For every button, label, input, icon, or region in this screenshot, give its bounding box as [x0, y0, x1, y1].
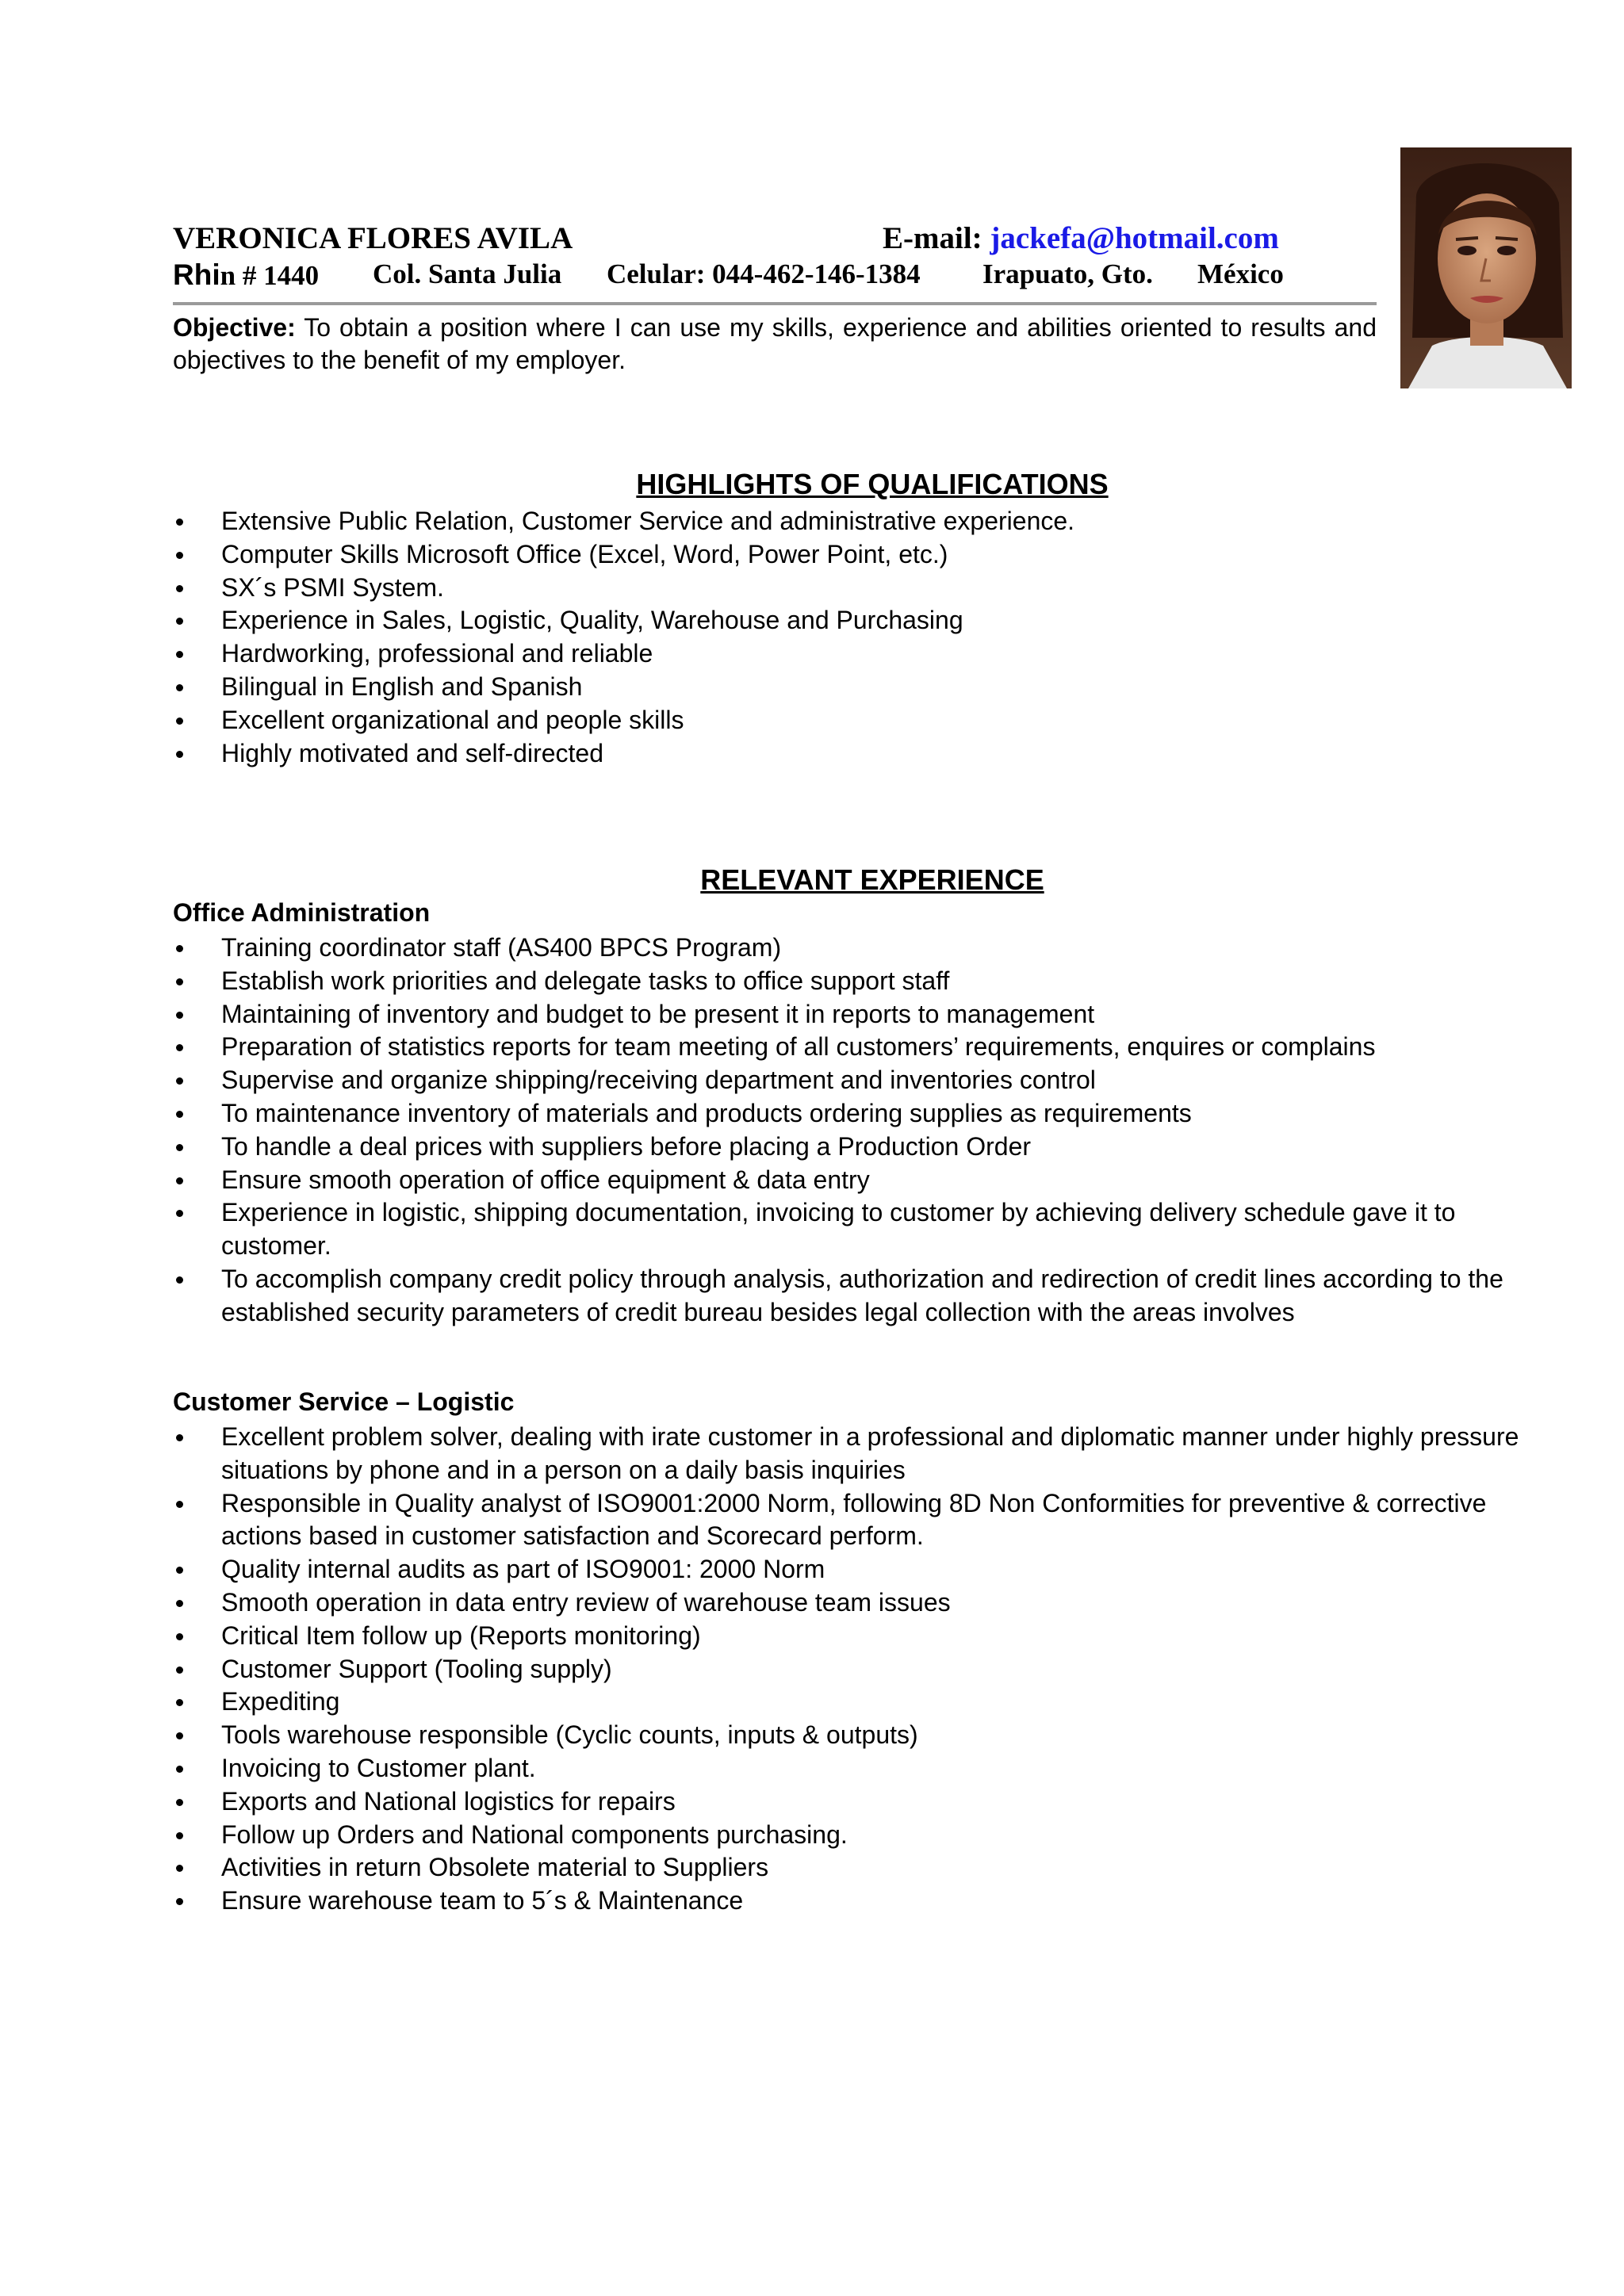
header-address-line — [173, 258, 1378, 298]
list-item: Smooth operation in data entry review of warehouse team issues — [173, 1586, 1568, 1620]
list-item: To accomplish company credit policy through analysis, authorization and redirection of credit lines according to the established security parameters of credit bureau besides legal collection with the areas involves — [173, 1263, 1568, 1330]
country: México — [1197, 258, 1284, 289]
objective-text: To obtain a position where I can use my skills, experience and abilities oriented to results and objectives to the benefit of my employer. — [173, 313, 1377, 374]
list-item: SX´s PSMI System. — [173, 572, 1568, 605]
header-name-line — [173, 220, 1378, 260]
email-label: E-mail: — [883, 221, 982, 255]
list-item: Extensive Public Relation, Customer Service and administrative experience. — [173, 505, 1568, 538]
list-item: Ensure smooth operation of office equipment & data entry — [173, 1164, 1568, 1197]
street-prefix: Rhi — [173, 258, 220, 291]
list-item: Follow up Orders and National components purchasing. — [173, 1819, 1568, 1852]
list-item: Quality internal audits as part of ISO9001: 2000 Norm — [173, 1553, 1568, 1586]
list-item: Bilingual in English and Spanish — [173, 671, 1568, 704]
list-item: Tools warehouse responsible (Cyclic counts, inputs & outputs) — [173, 1719, 1568, 1752]
colony: Col. Santa Julia — [373, 258, 562, 289]
customer-service-title: Customer Service – Logistic — [173, 1387, 515, 1416]
street-number: n # 1440 — [220, 260, 320, 291]
list-item: To handle a deal prices with suppliers before placing a Production Order — [173, 1131, 1568, 1164]
list-item: Maintaining of inventory and budget to be present it in reports to management — [173, 998, 1568, 1031]
candidate-name: VERONICA FLORES AVILA — [173, 221, 573, 255]
list-item: Experience in Sales, Logistic, Quality, Warehouse and Purchasing — [173, 604, 1568, 637]
city: Irapuato, Gto. — [982, 258, 1153, 289]
list-item: Highly motivated and self-directed — [173, 737, 1568, 771]
objective-label: Objective: — [173, 313, 296, 342]
list-item: Excellent organizational and people skills — [173, 704, 1568, 737]
list-item: Establish work priorities and delegate tasks to office support staff — [173, 965, 1568, 998]
list-item: Training coordinator staff (AS400 BPCS Program) — [173, 932, 1568, 965]
street-address — [173, 258, 319, 292]
email-block — [883, 220, 1279, 256]
highlights-title: HIGHLIGHTS OF QUALIFICATIONS — [636, 468, 1109, 500]
phone: Celular: 044-462-146-1384 — [607, 258, 921, 289]
list-item: Activities in return Obsolete material to Suppliers — [173, 1851, 1568, 1885]
customer-service-list — [173, 1421, 1568, 1918]
list-item: Excellent problem solver, dealing with irate customer in a professional and diplomatic manner under highly pressure situations by phone and in a person on a daily basis inquiries — [173, 1421, 1568, 1487]
list-item: Critical Item follow up (Reports monitoring) — [173, 1620, 1568, 1653]
list-item: To maintenance inventory of materials and products ordering supplies as requirements — [173, 1097, 1568, 1131]
highlights-list — [173, 505, 1568, 770]
list-item: Ensure warehouse team to 5´s & Maintenance — [173, 1885, 1568, 1918]
list-item: Exports and National logistics for repairs — [173, 1785, 1568, 1819]
objective-paragraph — [173, 312, 1377, 377]
email-link[interactable]: jackefa@hotmail.com — [990, 221, 1279, 255]
office-admin-title: Office Administration — [173, 898, 431, 927]
header-divider — [173, 302, 1377, 305]
list-item: Supervise and organize shipping/receiving department and inventories control — [173, 1064, 1568, 1097]
list-item: Invoicing to Customer plant. — [173, 1752, 1568, 1785]
list-item: Customer Support (Tooling supply) — [173, 1653, 1568, 1686]
office-admin-list — [173, 932, 1568, 1330]
experience-title: RELEVANT EXPERIENCE — [700, 863, 1044, 896]
list-item: Expediting — [173, 1686, 1568, 1719]
list-item: Preparation of statistics reports for team meeting of all customers’ requirements, enquires or complains — [173, 1031, 1568, 1064]
list-item: Experience in logistic, shipping documentation, invoicing to customer by achieving delivery schedule gave it to customer. — [173, 1196, 1568, 1263]
list-item: Computer Skills Microsoft Office (Excel, Word, Power Point, etc.) — [173, 538, 1568, 572]
list-item: Hardworking, professional and reliable — [173, 637, 1568, 671]
list-item: Responsible in Quality analyst of ISO9001:2000 Norm, following 8D Non Conformities for preventive & corrective actions based in customer satisfaction and Scorecard perform. — [173, 1487, 1568, 1554]
profile-photo — [1400, 147, 1572, 388]
